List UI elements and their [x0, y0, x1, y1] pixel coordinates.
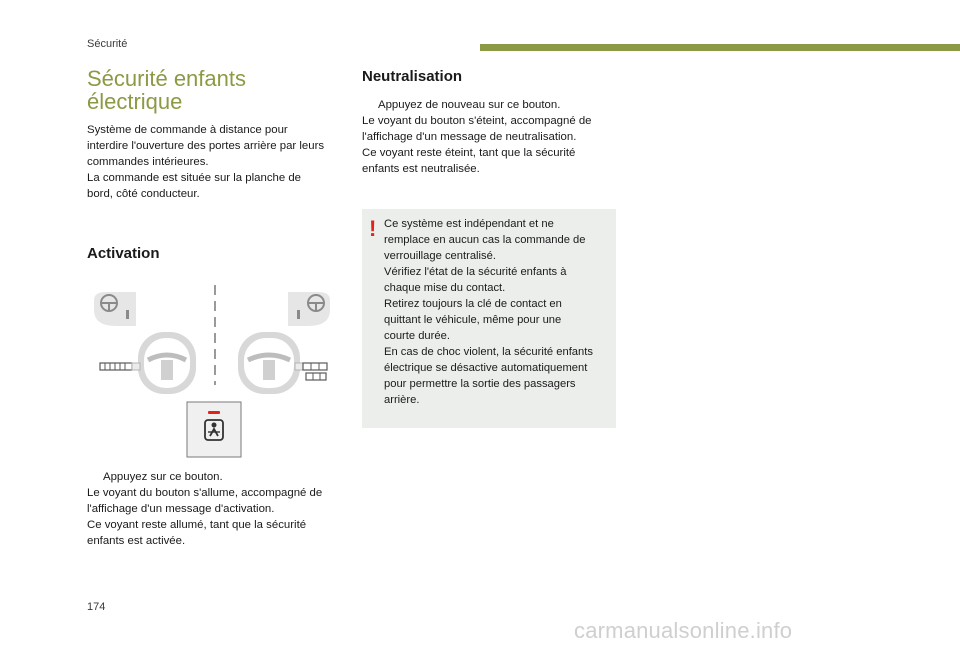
- warning-text: [384, 216, 612, 408]
- header-accent-bar: [480, 44, 960, 51]
- left-dash-panel: [94, 292, 136, 326]
- step-line: Appuyez sur ce bouton.: [103, 471, 223, 483]
- intro-line: commandes intérieures.: [87, 156, 209, 168]
- intro-line: Système de commande à distance pour: [87, 124, 288, 136]
- right-dash-panel: [288, 292, 330, 326]
- warning-line: courte durée.: [384, 330, 450, 342]
- page-title: Sécurité enfants électrique: [87, 66, 246, 114]
- step-line: Le voyant du bouton s'allume, accompagné de: [87, 487, 323, 499]
- step-line: Ce voyant reste éteint, tant que la sécurité: [362, 147, 576, 159]
- neutralisation-heading: Neutralisation: [362, 68, 463, 85]
- warning-line: chaque mise du contact.: [384, 282, 506, 294]
- warning-icon: !: [369, 216, 377, 241]
- intro-line: La commande est située sur la planche de: [87, 172, 302, 184]
- step-line: l'affichage d'un message d'activation.: [87, 503, 275, 515]
- intro-paragraph: [87, 122, 347, 202]
- dashboard-diagram: [92, 280, 332, 460]
- warning-line: remplace en aucun cas la commande de: [384, 234, 586, 246]
- step-line: l'affichage d'un message de neutralisation.: [362, 131, 577, 143]
- step-line: enfants est neutralisée.: [362, 163, 480, 175]
- left-steering-wheel: [138, 332, 196, 394]
- page-number: 174: [87, 601, 106, 613]
- warning-line: verrouillage centralisé.: [384, 250, 496, 262]
- warning-line: Ce système est indépendant et ne: [384, 218, 554, 230]
- warning-line: arrière.: [384, 394, 420, 406]
- section-label: Sécurité: [87, 38, 128, 50]
- step-line: Ce voyant reste allumé, tant que la sécurité: [87, 519, 307, 531]
- warning-line: Vérifiez l'état de la sécurité enfants à: [384, 266, 567, 278]
- step-line: Le voyant du bouton s'éteint, accompagné de: [362, 115, 592, 127]
- right-switch-strip: [295, 363, 327, 380]
- warning-line: En cas de choc violent, la sécurité enfants: [384, 346, 593, 358]
- right-steering-wheel: [238, 332, 300, 394]
- step-line: Appuyez de nouveau sur ce bouton.: [378, 99, 561, 111]
- warning-line: quittant le véhicule, même pour une: [384, 314, 562, 326]
- neutralisation-steps: [362, 97, 617, 177]
- warning-box: [362, 209, 616, 428]
- child-lock-button: [187, 402, 241, 457]
- warning-line: pour permettre la sortie des passagers: [384, 378, 576, 390]
- left-switch-strip: [100, 363, 140, 370]
- intro-line: bord, côté conducteur.: [87, 188, 200, 200]
- warning-line: Retirez toujours la clé de contact en: [384, 298, 562, 310]
- warning-line: électrique se désactive automatiquement: [384, 362, 588, 374]
- intro-line: interdire l'ouverture des portes arrière par leurs: [87, 140, 325, 152]
- activation-steps: [87, 469, 349, 549]
- activation-heading: Activation: [87, 245, 160, 262]
- step-line: enfants est activée.: [87, 535, 186, 547]
- watermark: carmanualsonline.info: [574, 618, 793, 643]
